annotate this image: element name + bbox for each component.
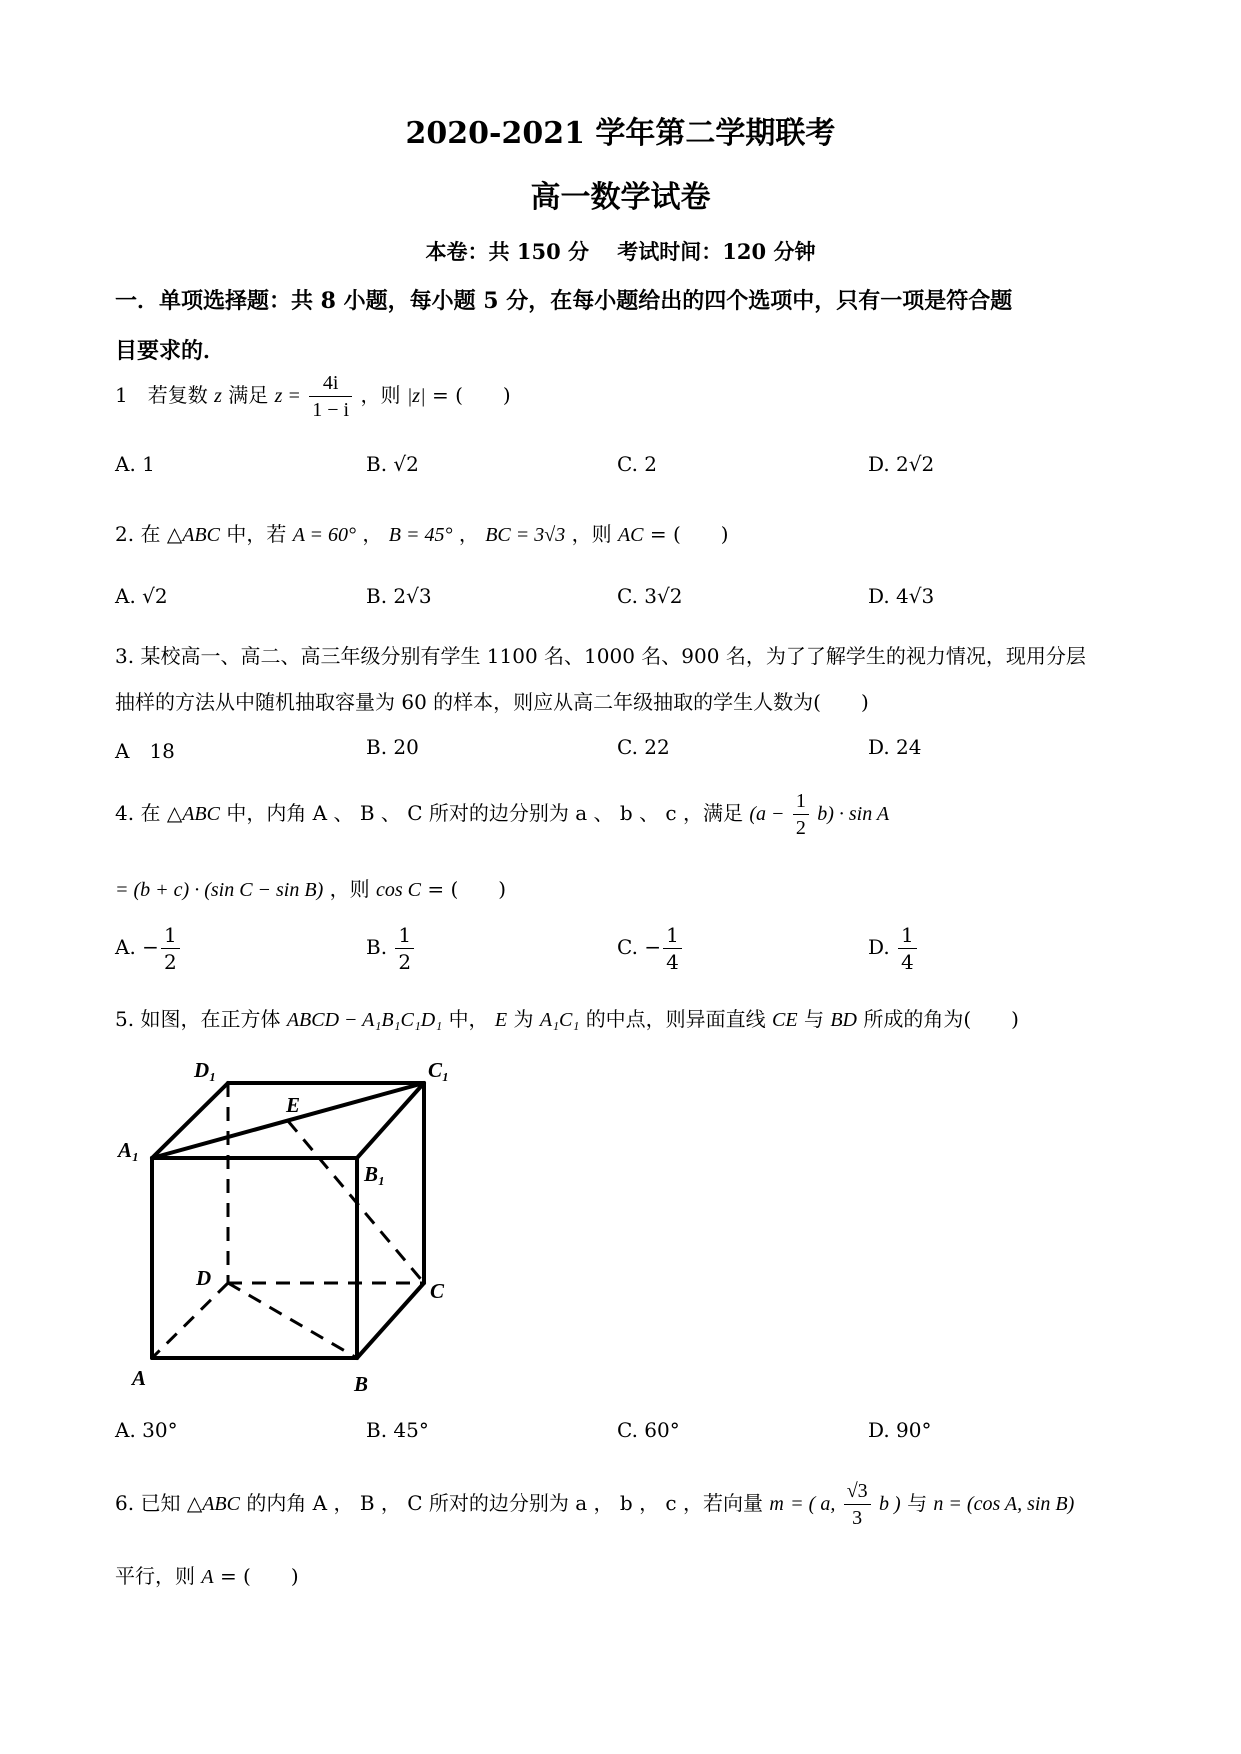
q6-m-b: b ) [879, 1493, 901, 1515]
q4-text-a: 4. 在 [115, 801, 161, 825]
question-6-line2 [115, 1560, 299, 1589]
q4-line2-b: ，则 [329, 877, 370, 901]
q2-text-e: ，则 [571, 522, 612, 546]
q4-triangle: △ABC [166, 803, 220, 825]
q2-text-b: 中，若 [226, 522, 287, 546]
q4-option-d-frac [898, 922, 917, 975]
q4-option-c-den: 4 [666, 950, 679, 974]
segment-bd-dashed [228, 1283, 357, 1358]
q6-text-c: 与 [907, 1491, 928, 1515]
label-b1: B₁ [364, 1162, 386, 1186]
q5-text-e: 与 [803, 1007, 824, 1031]
q4-option-c [617, 922, 684, 975]
q2-text-a: 2. 在 [115, 522, 161, 546]
label-e: E [286, 1093, 301, 1117]
section-heading-line2: 目要求的． [115, 338, 226, 364]
label-a: A [132, 1366, 147, 1390]
q5-text-c: 为 [513, 1007, 534, 1031]
q4-expr-a: (a − [749, 803, 785, 825]
cube-figure [110, 1055, 470, 1395]
q4-expr-fraction [793, 788, 809, 841]
q5-text-b: 中， [448, 1007, 489, 1031]
q4-option-b-frac [395, 922, 414, 975]
q2-option-b: B. 2√3 [366, 584, 432, 608]
q5-text-f: 所成的角为( ) [863, 1007, 1019, 1031]
q1-suffix: ，则 [360, 383, 401, 407]
q1-option-a: A. 1 [115, 452, 155, 476]
q4-option-d-den: 4 [901, 950, 914, 974]
q4-option-a-den: 2 [163, 950, 177, 974]
question-6-line1 [115, 1478, 1074, 1531]
q4-option-c-num: 1 [663, 922, 682, 949]
question-5 [115, 1003, 1019, 1032]
section-heading-line1: 一．单项选择题：共 8 小题，每小题 5 分，在每小题给出的四个选项中，只有一项是符合题 [115, 288, 1013, 314]
q2-text-f: = ( ) [649, 522, 729, 546]
q3-option-a: A 18 [115, 739, 175, 763]
question-3-line2: 抽样的方法从中随机抽取容量为 60 的样本，则应从高二年级抽取的学生人数为( ) [115, 690, 869, 714]
q4-option-b [366, 922, 416, 975]
q6-line2: 平行，则 [115, 1564, 195, 1588]
q5-line-bd: BD [830, 1009, 857, 1031]
q6-vector-m: m [769, 1493, 784, 1515]
q6-line2-c: = ( ) [219, 1564, 299, 1588]
q2-option-a: A. √2 [115, 584, 168, 608]
exam-title: 2020-2021 学年第二学期联考 [405, 116, 836, 151]
q5-point-e: E [494, 1009, 508, 1031]
q4-option-a [115, 922, 182, 975]
q5-line-ce: CE [772, 1009, 798, 1031]
label-b: B [354, 1372, 369, 1395]
q4-line2-d: = ( ) [427, 877, 507, 901]
q1-var-z: z [214, 385, 222, 407]
q4-expr-num: 1 [793, 788, 809, 815]
q5-option-b: B. 45° [366, 1418, 429, 1442]
q1-frac-den: 1 − i [312, 399, 350, 421]
q6-vector-n: n = (cos A, sin B) [933, 1493, 1075, 1515]
q1-mid: 满足 [228, 383, 269, 407]
q6-m-fraction [844, 1478, 871, 1531]
q4-option-c-label: C. [617, 935, 638, 959]
q5-text-a: 5. 如图，在正方体 [115, 1007, 281, 1031]
exam-info: 本卷：共 150 分 考试时间：120 分钟 [425, 239, 816, 264]
q4-expr-b: b) · sin A [817, 803, 890, 825]
q4-option-b-num: 1 [395, 922, 414, 949]
q5-option-c: C. 60° [617, 1418, 680, 1442]
q6-text-a: 6. 已知 [115, 1491, 181, 1515]
q4-option-d-num: 1 [898, 922, 917, 949]
q2-option-d: D. 4√3 [868, 584, 935, 608]
q4-option-c-sign: − [644, 935, 662, 959]
q1-tail: = ( ) [431, 383, 511, 407]
question-4-line1 [115, 788, 889, 841]
q4-option-a-frac [161, 922, 180, 975]
q4-option-a-sign: − [142, 935, 159, 959]
q4-expr-den: 2 [795, 817, 806, 839]
q2-text-d: ， [458, 522, 479, 546]
label-a1: A₁ [118, 1138, 140, 1162]
q2-angle-b: B = 45° [388, 524, 453, 546]
q1-option-d: D. 2√2 [868, 452, 935, 476]
q3-option-b: B. 20 [366, 735, 419, 759]
q4-option-c-frac [663, 922, 682, 975]
question-4-line2 [115, 873, 506, 902]
q3-option-c: C. 22 [617, 735, 670, 759]
q6-m-num: √3 [844, 1478, 871, 1505]
q4-option-b-label: B. [366, 935, 388, 959]
q2-triangle: △ABC [166, 524, 220, 546]
q2-side-ac: AC [617, 524, 644, 546]
q1-fraction [309, 370, 352, 423]
q6-text-b: 的内角 A ， B ， C 所对的边分别为 a ， b ， c ，若向量 [246, 1491, 763, 1515]
label-d: D [196, 1266, 212, 1290]
q5-option-a: A. 30° [115, 1418, 178, 1442]
label-d1: D₁ [194, 1058, 217, 1082]
question-3-line1: 3. 某校高一、高二、高三年级分别有学生 1100 名、1000 名、900 名，为了了解学生的视力情况，现用分层 [115, 644, 1086, 668]
q6-triangle: △ABC [186, 1493, 240, 1515]
q6-m-den: 3 [852, 1507, 863, 1529]
q4-option-a-num: 1 [161, 922, 180, 949]
exam-subtitle: 高一数学试卷 [530, 180, 711, 215]
q1-var-z2: z = [274, 385, 301, 407]
q1-frac-num: 4i [309, 370, 352, 397]
q5-seg-a1c1: A₁C₁ [539, 1009, 580, 1031]
q2-side-bc: BC = 3√3 [485, 524, 566, 546]
q1-abs-z: |z| [406, 385, 426, 407]
q2-angle-a: A = 60° [292, 524, 357, 546]
q5-option-d: D. 90° [868, 1418, 932, 1442]
q4-option-d-label: D. [868, 935, 890, 959]
q1-option-c: C. 2 [617, 452, 658, 476]
q4-line2-cos: cos C [375, 879, 421, 901]
q2-text-c: ， [362, 522, 383, 546]
q4-option-b-den: 2 [398, 950, 412, 974]
q2-option-c: C. 3√2 [617, 584, 683, 608]
q1-option-b: B. √2 [366, 452, 419, 476]
q4-option-a-label: A. [115, 935, 136, 959]
label-c1: C₁ [428, 1058, 450, 1082]
q6-line2-a: A [201, 1566, 214, 1588]
edge-bc [357, 1283, 424, 1358]
edge-da-dashed [152, 1283, 228, 1358]
q3-option-d: D. 24 [868, 735, 922, 759]
q6-m-a: = ( a, [790, 1493, 836, 1515]
question-2 [115, 518, 729, 547]
question-1 [115, 370, 511, 423]
q1-prefix: 1 若复数 [115, 383, 208, 407]
q5-cube: ABCD − A₁B₁C₁D₁ [286, 1009, 443, 1031]
q4-text-b: 中，内角 A 、 B 、 C 所对的边分别为 a 、 b 、 c ，满足 [226, 801, 743, 825]
q4-option-d [868, 922, 919, 975]
label-c: C [430, 1279, 445, 1303]
q5-text-d: 的中点，则异面直线 [585, 1007, 766, 1031]
q4-line2-expr: = (b + c) · (sin C − sin B) [115, 879, 324, 901]
